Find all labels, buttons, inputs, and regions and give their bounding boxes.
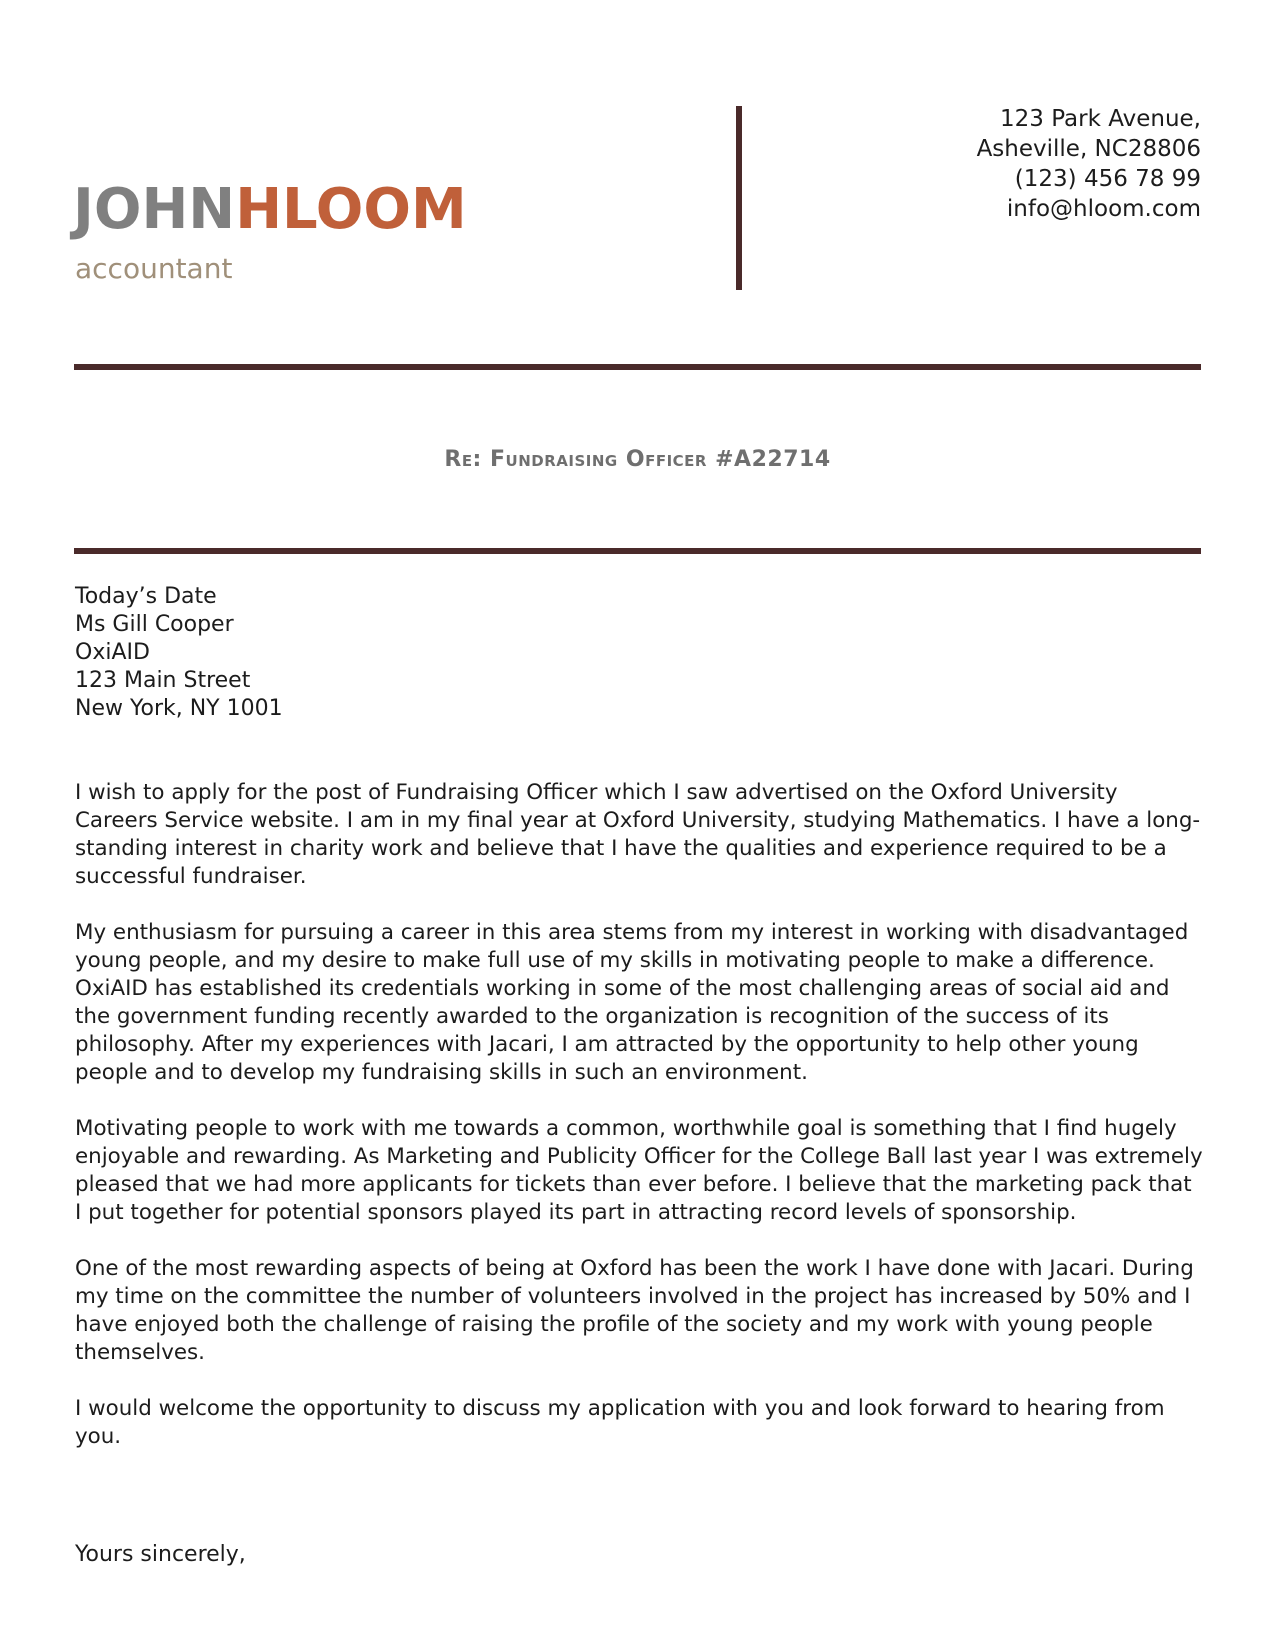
job-title: accountant <box>75 252 233 285</box>
recipient-name: Ms Gill Cooper <box>75 612 234 637</box>
recipient-block <box>75 583 283 723</box>
contact-street: 123 Park Avenue, <box>1000 106 1201 132</box>
contact-city: Asheville, NC28806 <box>976 136 1201 162</box>
body-paragraph-3: Motivating people to work with me towards a common, worthwhile goal is something that I find hugely enjoyable and rewarding. As Marketing and Publicity Officer for the College Ball last year I was extremely pleased that we had more applicants for tickets than ever before. I believe that the marketing pack that I put together for potential sponsors played its part in attracting record levels of sponsorship. <box>75 1116 1203 1225</box>
contact-email: info@hloom.com <box>1006 196 1201 222</box>
bottom-divider <box>74 548 1201 554</box>
letter-date: Today’s Date <box>75 584 217 609</box>
body-paragraph-5: I would welcome the opportunity to discuss my application with you and look forward to hearing from you. <box>75 1396 1165 1449</box>
top-divider <box>74 364 1201 370</box>
contact-phone: (123) 456 78 99 <box>1014 166 1201 192</box>
applicant-name <box>73 178 467 242</box>
header-vertical-divider <box>736 106 742 290</box>
subject-line: Re: Fundraising Officer #A22714 <box>444 447 831 472</box>
contact-block <box>977 104 1201 224</box>
body-paragraph-2: My enthusiasm for pursuing a career in this area stems from my interest in working with disadvantaged young people, and my desire to make full use of my skills in motivating people to make a difference. OxiAID has established its credentials working in some of the most challenging areas of social aid and the government funding recently awarded to the organization is recognition of the success of its philosophy. After my experiences with Jacari, I am attracted by the opportunity to help other young people and to develop my fundraising skills in such an environment. <box>75 920 1189 1085</box>
recipient-company: OxiAID <box>75 640 150 665</box>
body-paragraph-4: One of the most rewarding aspects of being at Oxford has been the work I have done with Jacari. During my time on the committee the number of volunteers involved in the project has increased by 50% and I have enjoyed both the challenge of raising the profile of the society and my work with young people themselves. <box>75 1256 1194 1365</box>
first-name: JOHN <box>73 177 236 242</box>
recipient-city: New York, NY 1001 <box>75 696 283 721</box>
letter-body <box>75 779 1203 1479</box>
body-paragraph-1: I wish to apply for the post of Fundraising Officer which I saw advertised on the Oxford University Careers Service website. I am in my final year at Oxford University, studying Mathematics. I have a long-standing interest in charity work and believe that I have the qualities and experience required to be a successful fundraiser. <box>75 780 1201 889</box>
last-name: HLOOM <box>235 177 467 242</box>
recipient-street: 123 Main Street <box>75 668 251 693</box>
closing-salutation: Yours sincerely, <box>75 1542 246 1567</box>
